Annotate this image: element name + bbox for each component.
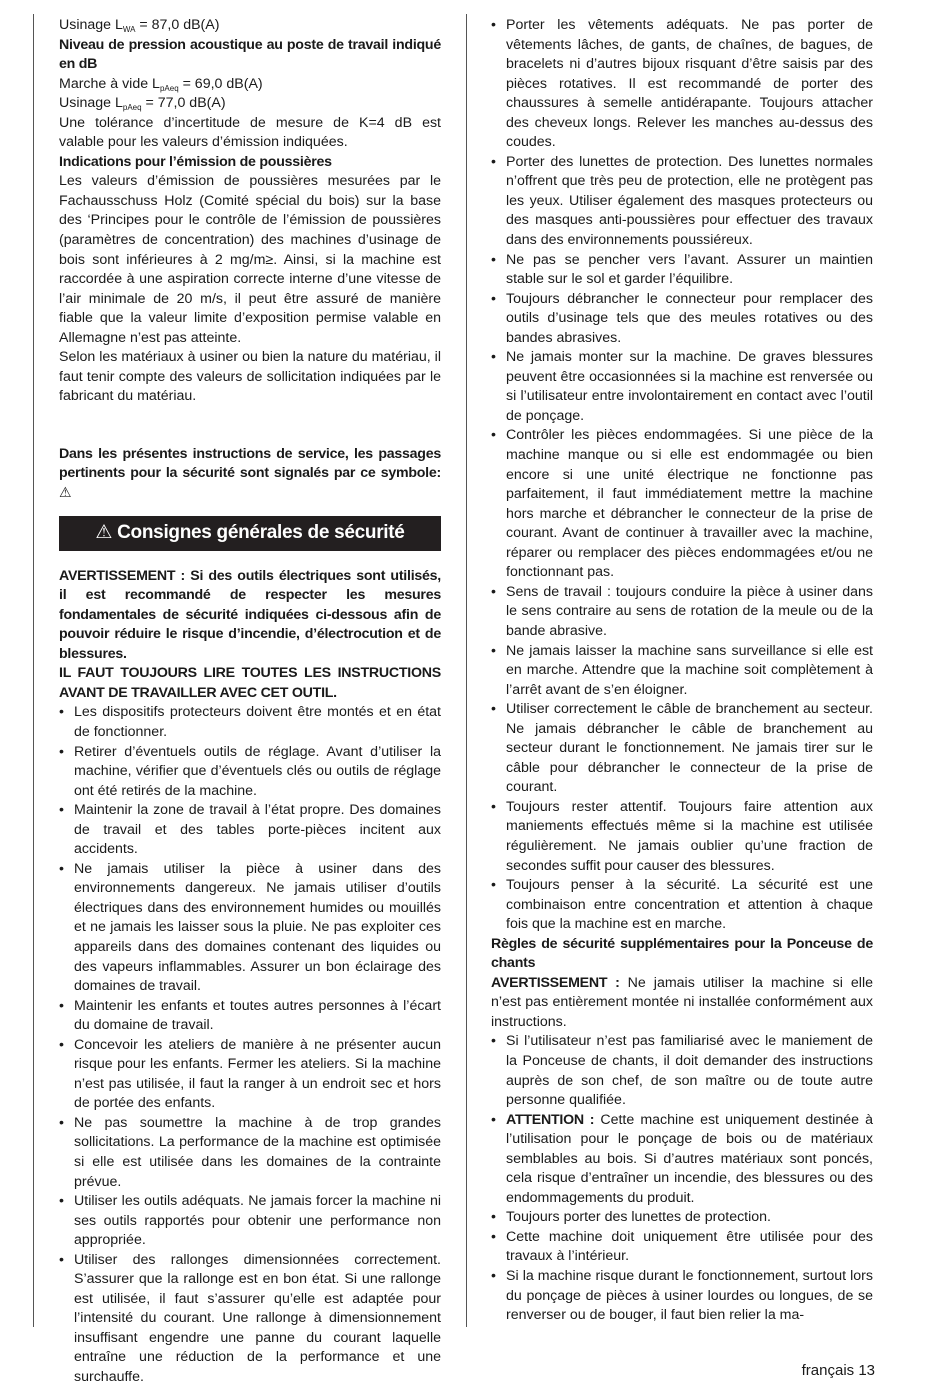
list-item: • Utiliser correctement le câble de branchement au secteur. Ne jamais débrancher le câble de branchement au secteur durant le fonctionnement. Ne jamais tirer sur le câble pour débrancher le connecteur de la prise de courant. [491,700,873,798]
left-safety-list [59,703,441,1387]
list-item: • Porter les vêtements adéquats. Ne pas porter de vêtements lâches, de gants, de chaînes, de bagues, de bracelets ni d’autres bijoux risquant d’être saisis par des pièces rotatives. Il est recommandé de porter des chaussures à semelle antidérapante. Toujours attacher des cheveux longs. Relever les manches au-dessus des coudes. [491,16,873,153]
column-divider [466,14,467,1327]
right-column [491,16,873,1326]
marche-vide-line: Marche à vide $L_{pAeq} = 69,0$ dB(A) [59,75,263,93]
materials-text: Selon les matériaux à usiner ou bien la nature du matériau, il faut tenir compte des valeurs de sollicitation indiquées par le fabricant du matériau. [59,349,441,405]
list-item: • Toujours débrancher le connecteur pour remplacer des outils d’usinage tels que des meules rotatives ou des bandes abrasives. [491,290,873,349]
left-margin-rule [33,14,34,1327]
list-item: • Les dispositifs protecteurs doivent être montés et en état de fonctionner. [59,703,441,742]
list-item: • Cette machine doit uniquement être utilisée pour des travaux à l’intérieur. [491,1228,873,1267]
list-item: • Si la machine risque durant le fonctionnement, surtout lors du ponçage de pièces à usiner lourdes ou longues, de se renverser ou de bouger, il faut bien relier la ma- [491,1267,873,1326]
page-footer: français 13 [801,1362,875,1379]
list-item: • Si l’utilisateur n’est pas familiarisé avec le maniement de la Ponceuse de chants, il doit demander des instructions auprès de son chef, de son maître ou de toute autre personne qualifiée. [491,1032,873,1110]
list-item: • Ne jamais laisser la machine sans surveillance si elle est en marche. Attendre que la machine soit complètement à l’arrêt avant de s’en éloigner. [491,642,873,701]
right-safety-list [491,16,873,935]
warning-icon: ⚠ [59,485,72,502]
list-item: • Utiliser les outils adéquats. Ne jamais forcer la machine ni ses outils rapportés pour obtenir une performance non appropriée. [59,1192,441,1251]
dust-text: Les valeurs d’émission de poussières mesurées par le Fachausschuss Holz (Comité spécial du bois) sur la base des ‘Principes pour le contrôle de l’émission de poussières (paramètres de concentration) des machines d’usinage de bois sont inférieures à 2 mg/m≥. Ainsi, si la machine est raccordée à une aspiration correcte interne d’une vitesse de l’air minimale de 20 m/s, il peut être assuré de manière fiable que la valeur limite d’exposition permise valable en Allemagne n’est pas atteinte. [59,173,441,346]
extra-safety-list [491,1032,873,1325]
symbol-note: Dans les présentes instructions de service, les passages pertinents pour la sécurité sont signalés par ce symbole: ⚠ [59,445,441,504]
list-item: • Ne pas soumettre la machine à de trop grandes sollicitations. La performance de la machine est optimisée si elle est utilisée dans les domaines de la contrainte prévue. [59,1114,441,1192]
dust-heading: Indications pour l’émission de poussières [59,153,332,170]
warning-intro: AVERTISSEMENT : Si des outils électriques sont utilisés, il est recommandé de respecter les mesures fondamentales de sécurité indiquées ci-dessous afin de pouvoir réduire le risque d’incendie, d’électrocution et de blessures. [59,567,441,662]
spacer [59,407,441,426]
usinage-lpa-line: Usinage $L_{pAeq} = 77,0$ dB(A) [59,95,226,113]
list-item: • Utiliser des rallonges dimensionnées correctement. S’assurer que la rallonge est en bon état. Si une rallonge est utilisée, il faut s’assurer qu’elle est adaptée pour l’intensité du courant. Une rallonge à dimensionnement insuffisant engendre une panne du courant laquelle entraîne une réduction de la performance et une surchauffe. [59,1251,441,1388]
list-item: • Porter des lunettes de protection. Des lunettes normales n’offrent que très peu de protection, elle ne protègent pas les yeux. Utiliser également des masques protecteurs ou des masques anti-poussières pour effectuer des travaux dans des environnements poussiéreux. [491,153,873,251]
list-item-attention: • ATTENTION : Cette machine est uniquement destinée à l’utilisation pour le ponçage de bois ou de matériaux semblables au bois. Si d’autres matériaux sont poncés, cela risque d’entraîner un incendie, des blessures ou des endommagements du produit. [491,1111,873,1209]
noise-heading: Niveau de pression acoustique au poste de travail indiqué en dB [59,36,441,73]
extra-warning: AVERTISSEMENT : Ne jamais utiliser la machine si elle n’est pas entièrement montée ni installée conformément aux instructions. [491,974,873,1030]
list-item: • Contrôler les pièces endommagées. Si une pièce de la machine manque ou si elle est endommagée ou bien encore si une unité électrique ne fonctionne pas parfaitement, il faut immédiatement mettre la machine hors marche et débrancher le connecteur de la prise de courant. Avant de continuer à travailler avec la machine, réparer ou remplacer des pièces endommagées et/ou ne fonctionnant pas. [491,426,873,582]
left-column [59,16,441,1388]
warning-icon: ⚠ [95,521,113,543]
list-item: • Sens de travail : toujours conduire la pièce à usiner dans le sens contraire au sens de rotation de la meule ou de la bande abrasive. [491,583,873,642]
list-item: • Maintenir les enfants et toutes autres personnes à l’écart du domaine de travail. [59,997,441,1036]
list-item: • Ne pas se pencher vers l’avant. Assurer un maintien stable sur le sol et garder l’équilibre. [491,251,873,290]
list-item: • Ne jamais utiliser la pièce à usiner dans des environnements dangereux. Ne jamais utiliser d’outils électriques dans des environnement humides ou mouillés et ne jamais les laisser sous la pluie. Ne pas exploiter ces appareils dans des domaines contenant des liquides ou des vapeurs inflammables. Assurer un bon éclairage des domaines de travail. [59,860,441,997]
list-item: • Retirer d’éventuels outils de réglage. Avant d’utiliser la machine, vérifier que d’éventuels clés ou outils de réglage ont été retirés de la machine. [59,743,441,802]
safety-banner [59,516,441,551]
list-item: • Concevoir les ateliers de manière à ne présenter aucun risque pour les enfants. Fermer les ateliers. Si la machine n’est pas utilisée, il faut la ranger à un endroit sec et hors de portée des enfants. [59,1036,441,1114]
extra-rules-heading: Règles de sécurité supplémentaires pour la Ponceuse de chants [491,935,873,972]
list-item: • Toujours porter des lunettes de protection. [491,1208,873,1228]
list-item: • Toujours rester attentif. Toujours faire attention aux maniements effectués même si la machine est utilisée régulièrement. Ne jamais oublier qu’une fraction de secondes suffit pour causer des blessures. [491,798,873,876]
banner-title: Consignes générales de sécurité [117,521,405,543]
spacer [59,426,441,445]
list-item: • Maintenir la zone de travail à l’état propre. Des domaines de travail et des tables porte-pièces incitent aux accidents. [59,801,441,860]
list-item: • Toujours penser à la sécurité. La sécurité est une combinaison entre concentration et attention à chaque fois que la machine est en marche. [491,876,873,935]
list-item: • Ne jamais monter sur la machine. De graves blessures peuvent être occasionnées si la machine est renversée ou si l’utilisateur entre involontairement en contact avec l’outil de ponçage. [491,348,873,426]
read-all-instructions: IL FAUT TOUJOURS LIRE TOUTES LES INSTRUCTIONS AVANT DE TRAVAILLER AVEC CET OUTIL. [59,665,441,701]
usinage-lwa-line: Usinage $L_{WA} = 87,0$ dB(A) [59,17,220,34]
tolerance-text: Une tolérance d’incertitude de mesure de K=4 dB est valable pour les valeurs d’émission indiquées. [59,114,441,151]
